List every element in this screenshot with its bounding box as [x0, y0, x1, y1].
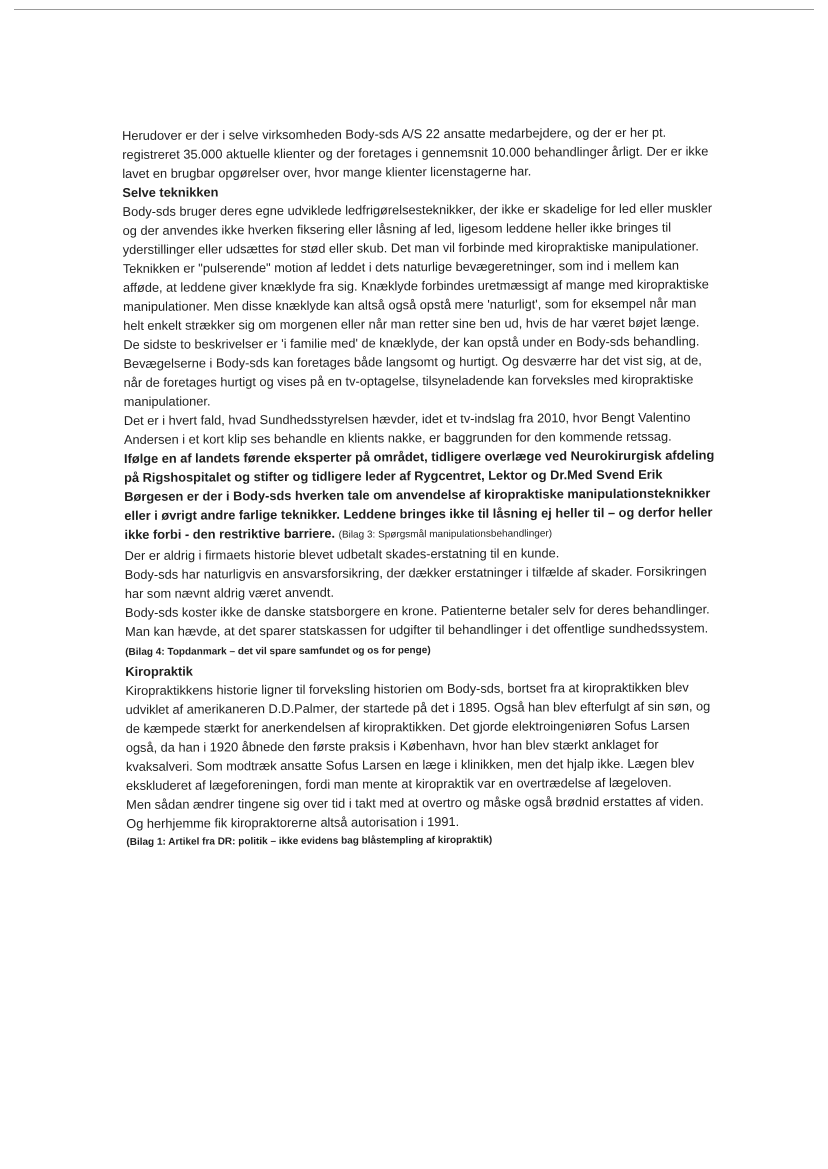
technique-paragraph-3: Bevægelserne i Body-sds kan foretages både langsomt og hurtigt. Og desværre har det vist sig, at de, når de foretages hurtigt og vises på en tv-optagelse, tilsyneladende kan forveksles med kiropraktiske manipulationer. — [123, 352, 702, 409]
damages-paragraph-1: Der er aldrig i firmaets historie blevet udbetalt skades-erstatning til en kunde. — [124, 545, 560, 563]
chiropractic-paragraph-1: Kiropraktikkens historie ligner til forveksling historien om Body-sds, bortset fra at kiropraktikken blev udviklet af amerikaneren D.D.Palmer, der startede på det i 1895. Også han blev efterfulgt af sin søn, og de kæmpede stærkt for anerkendelsen af kiropraktikken. Det gjorde elektroingeniøren Sofus Larsen også, da han i 1920 åbnede den første praksis i København, hvor han blev stærkt anklaget for kvaksalveri. Som modtræk ansatte Sofus Larsen en læge i klinikken, men det hjalp ikke. Lægen blev ekskluderet af lægeforeningen, fordi man mente at kiropraktik var en overtrædelse af lægeloven. — [125, 679, 711, 793]
cost-note: (Bilag 4: Topdanmark – det vil spare samfundet og os for penge) — [125, 645, 431, 658]
chiropractic-paragraph-2: Men sådan ændrer tingene sig over tid i takt med at overtro og måske også brødnid erstattes af viden. Og herhjemme fik kiropraktorerne altså autorisation i 1991. — [126, 793, 704, 831]
technique-paragraph-4: Det er i hvert fald, hvad Sundhedsstyrelsen hævder, idet et tv-indslag fra 2010, hvor Bengt Valentino Andersen i et kort klip ses behandle en klients nakke, er baggrunden for den kommende retssag. — [123, 409, 691, 447]
damages-paragraph-2: Body-sds har naturligvis en ansvarsforsikring, der dækker erstatninger i tilfælde af skader. Forsikringen har som nævnt aldrig været anvendt. — [124, 563, 707, 601]
top-rule — [14, 9, 814, 10]
intro-paragraph: Herudover er der i selve virksomheden Body-sds A/S 22 ansatte medarbejdere, og der er her pt. registreret 35.000 aktuelle klienter og der foretages i gennemsnit 10.000 behandlinger årligt. Der er ikke lavet en brugbar opgørelser over, hvor mange klienter licenstagerne har. — [122, 124, 709, 181]
document-page — [122, 122, 718, 852]
chiropractic-heading: Kiropraktik — [125, 663, 193, 679]
expert-statement: Ifølge en af landets førende eksperter på området, tidligere overlæge ved Neurokirurgisk afdeling på Rigshospitalet og stifter og tidligere leder af Rygcentret, Lektor og Dr.Med Svend Erik Børgesen er der i Body-sds hverken tale om anvendelse af kiropraktiske manipulationsteknikker eller i øvrigt andre farlige teknikker. Leddene bringes ikke til låsning ej heller til – og derfor heller ikke forbi - den restriktive barriere. — [123, 447, 715, 542]
technique-paragraph-1: Body-sds bruger deres egne udviklede ledfrigørelsesteknikker, der ikke er skadelige for led eller muskler og der anvendes ikke hverken fiksering eller låsning af led, ligesom leddene heller ikke bringes til yderstillinger eller udsættes for stød eller skub. Det man vil forbinde med kiropraktiske manipulationer. — [122, 200, 713, 257]
technique-heading: Selve teknikken — [122, 184, 219, 200]
expert-paragraph — [124, 445, 717, 546]
cost-text: Body-sds koster ikke de danske statsborgere en krone. Patienterne betaler selv for deres behandlinger. Man kan hævde, at det sparer statskassen for udgifter til behandlinger i det offentlige sundhedssystem. — [124, 601, 710, 639]
technique-paragraph-2: Teknikken er "pulserende" motion af leddet i dets naturlige bevægeretninger, som ind i mellem kan afføde, at leddene giver knæklyde fra sig. Knæklyde forbindes uretmæssigt af mange med kiropraktiske manipulationer. Men disse knæklyde kan altså også opstå mere 'naturligt', som for eksempel når man helt enkelt strækker sig om morgenen eller når man retter sine ben ud, hvis de har været bøjet længe. De sidste to beskrivelser er 'i familie med' de knæklyde, der kan opstå under en Body-sds behandling. — [122, 257, 709, 352]
expert-note: (Bilag 3: Spørgsmål manipulationsbehandlinger) — [338, 528, 553, 541]
cost-paragraph — [125, 599, 717, 662]
chiropractic-note: (Bilag 1: Artikel fra DR: politik – ikke evidens bag blåstempling af kiropraktik) — [126, 834, 493, 848]
